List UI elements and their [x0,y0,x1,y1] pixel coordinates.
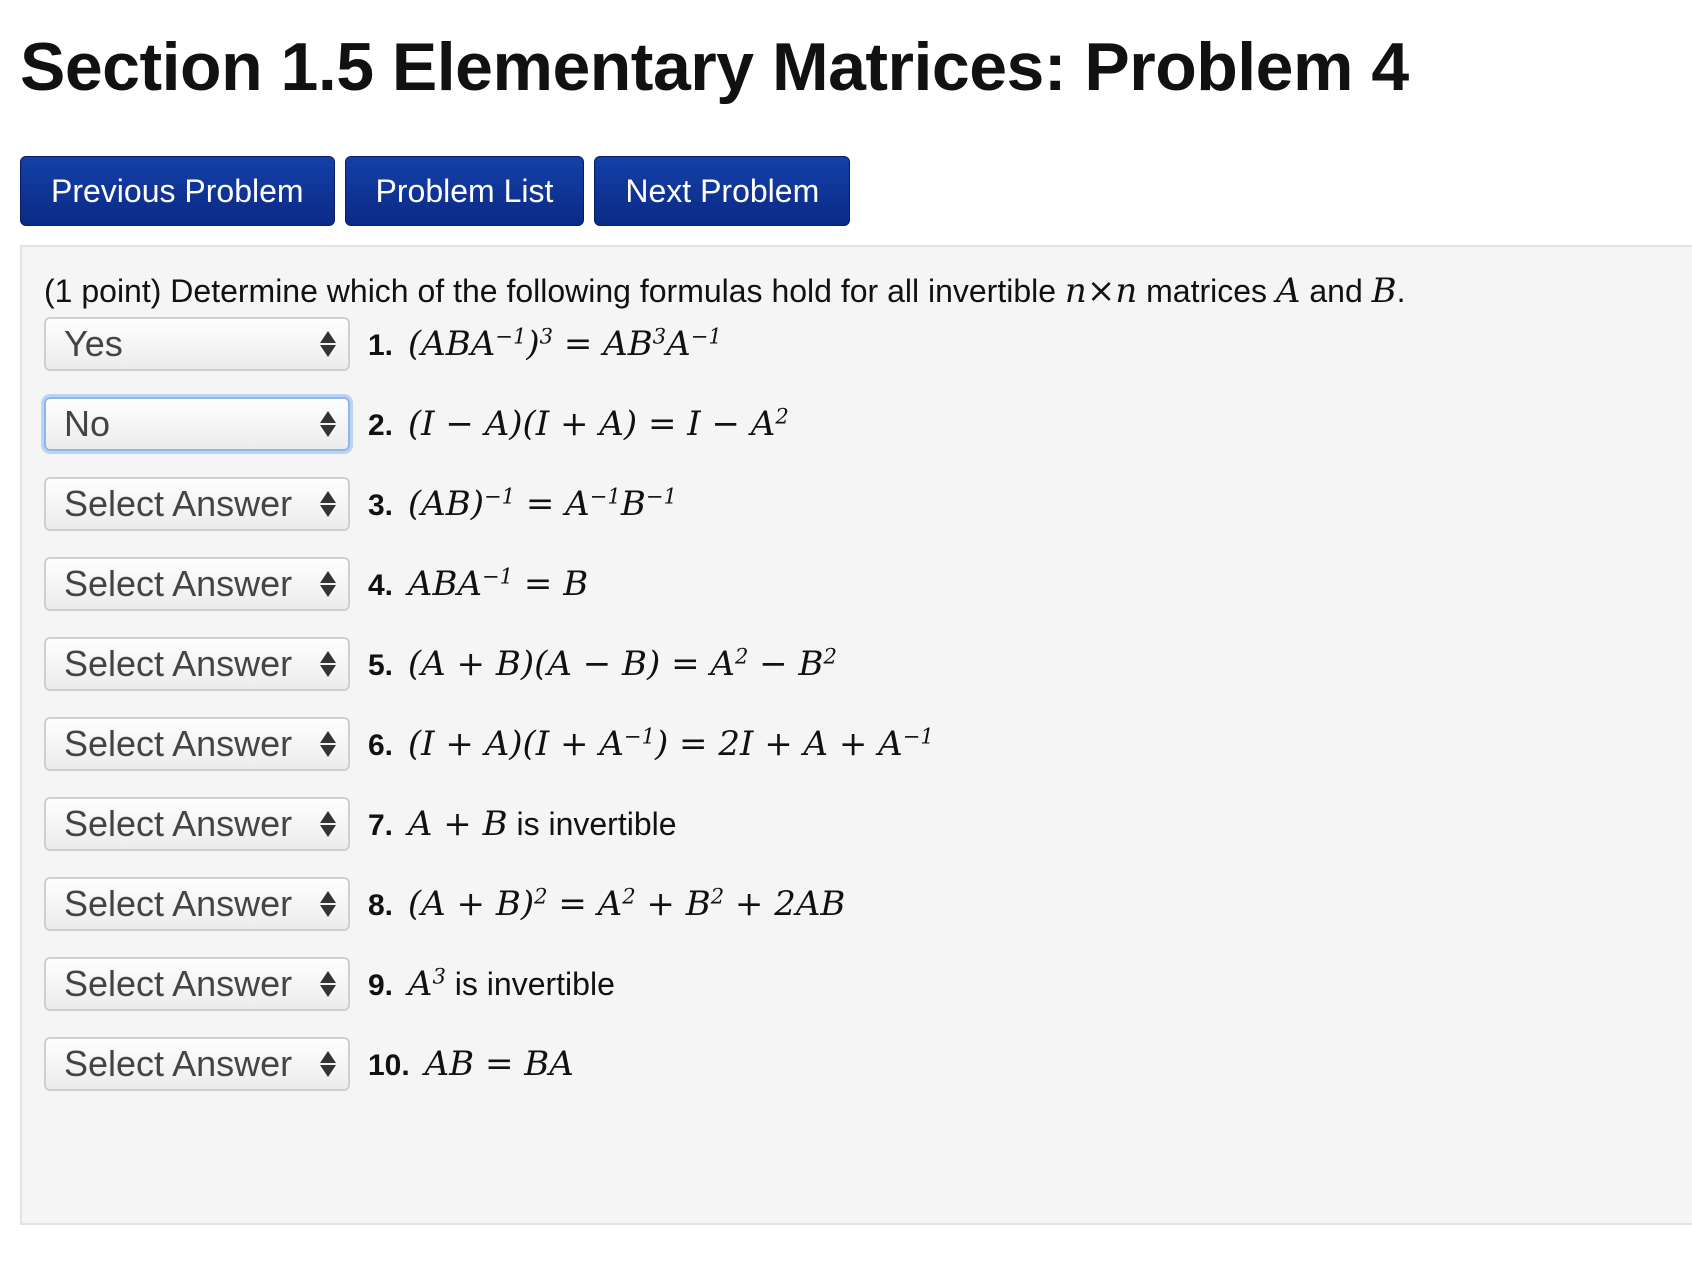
answer-select-2[interactable] [44,397,350,451]
formula-4: 4. $ABA^{-1} = B$ [368,563,589,604]
question-number: 5. [368,649,394,682]
answer-select-value: Select Answer [64,643,293,684]
up-down-arrows-icon [320,891,336,917]
up-down-arrows-icon [320,811,336,837]
question-row-3 [44,477,677,531]
up-down-arrows-icon [320,491,336,517]
problem-list-button[interactable]: Problem List [345,156,585,226]
answer-select-10[interactable] [44,1037,350,1091]
question-number: 6. [368,729,394,762]
question-number: 9. [368,969,394,1002]
answer-select-value: Select Answer [64,883,293,924]
question-number: 4. [368,569,394,602]
math-times: × [1086,271,1116,311]
page-title: Section 1.5 Elementary Matrices: Problem 4 [20,29,1409,105]
formula-3: 3. $(AB)^{-1} = A^{-1}B^{-1}$ [368,483,677,524]
answer-select-6[interactable] [44,717,350,771]
formula-10: 10. AB = BA [368,1044,574,1084]
question-number: 8. [368,889,394,922]
problem-prompt [44,271,1406,311]
up-down-arrows-icon [320,971,336,997]
answer-select-value: Select Answer [64,963,293,1004]
answer-select-value: No [64,403,111,444]
question-row-9 [44,957,615,1011]
up-down-arrows-icon [320,331,336,357]
math-A: A [1275,271,1301,311]
prompt-matrices: matrices [1146,273,1268,309]
up-down-arrows-icon [320,571,336,597]
question-row-5 [44,637,837,691]
answer-select-value: Yes [64,323,123,364]
question-row-2 [44,397,789,451]
formula-1: 1. $(ABA^{-1})^3 = AB^3A^{-1}$ [368,323,722,364]
prompt-and: and [1309,273,1363,309]
answer-select-4[interactable] [44,557,350,611]
question-row-10 [44,1037,574,1091]
answer-select-5[interactable] [44,637,350,691]
question-row-7 [44,797,677,851]
question-number: 7. [368,809,394,842]
question-number: 1. [368,329,394,362]
answer-select-value: Select Answer [64,803,293,844]
answer-select-9[interactable] [44,957,350,1011]
formula-9: 9. $A^3$ is invertible [368,963,615,1004]
answer-select-8[interactable] [44,877,350,931]
question-number: 2. [368,409,394,442]
formula-8: 8. $(A + B)^2 = A^2 + B^2 + 2AB$ [368,883,846,924]
next-problem-button[interactable]: Next Problem [594,156,850,226]
up-down-arrows-icon [320,731,336,757]
previous-problem-button[interactable]: Previous Problem [20,156,335,226]
formula-7: 7. A + B is invertible [368,804,677,844]
formula-2: 2. $(I - A)(I + A) = I - A^2$ [368,403,789,444]
question-number: 10. [368,1049,410,1082]
question-row-1 [44,317,722,371]
answer-select-value: Select Answer [64,483,293,524]
up-down-arrows-icon [320,1051,336,1077]
question-number: 3. [368,489,394,522]
formula-6: 6. $(I + A)(I + A^{-1}) = 2I + A + A^{-1}$ [368,723,934,764]
problem-navigation [20,156,850,226]
answer-select-1[interactable] [44,317,350,371]
answer-select-7[interactable] [44,797,350,851]
prompt-text: (1 point) Determine which of the following formulas hold for all invertible [44,273,1057,309]
up-down-arrows-icon [320,411,336,437]
answer-select-3[interactable] [44,477,350,531]
answer-select-value: Select Answer [64,1043,293,1084]
is-invertible-text: is invertible [454,966,615,1002]
question-row-6 [44,717,934,771]
prompt-period: . [1396,273,1406,309]
math-n: n [1064,271,1087,311]
up-down-arrows-icon [320,651,336,677]
question-row-8 [44,877,845,931]
math-n-2: n [1115,271,1138,311]
math-B: B [1371,271,1397,311]
problem-panel [20,245,1692,1225]
answer-select-value: Select Answer [64,723,293,764]
answer-select-value: Select Answer [64,563,293,604]
is-invertible-text: is invertible [516,806,677,842]
question-row-4 [44,557,588,611]
formula-5: 5. $(A + B)(A - B) = A^2 - B^2$ [368,643,837,684]
